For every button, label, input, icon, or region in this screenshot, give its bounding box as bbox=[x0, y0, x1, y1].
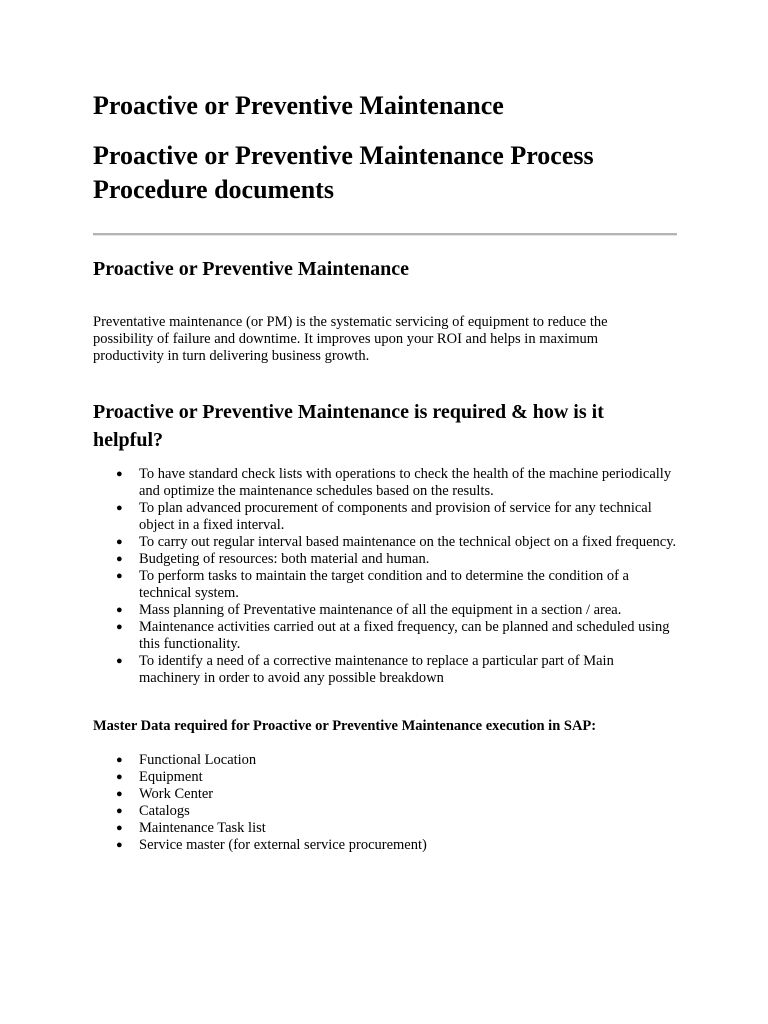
bullet-icon: ● bbox=[116, 621, 123, 633]
list-item bbox=[93, 551, 677, 568]
bullet-icon: ● bbox=[116, 502, 123, 514]
bullet-icon: ● bbox=[116, 604, 123, 616]
list-item bbox=[93, 786, 677, 803]
master-data-heading: Master Data required for Proactive or Preventive Maintenance execution in SAP: bbox=[93, 718, 597, 734]
list-item bbox=[93, 837, 677, 854]
list-item-text: To identify a need of a corrective maintenance to replace a particular part of Main machinery in order to avoid any possible breakdown bbox=[139, 653, 614, 686]
bullet-icon: ● bbox=[116, 839, 123, 851]
list-item bbox=[93, 820, 677, 837]
list-item bbox=[93, 653, 677, 687]
benefits-list bbox=[93, 466, 677, 687]
list-item-text: Equipment bbox=[139, 769, 203, 785]
horizontal-divider bbox=[93, 233, 677, 236]
bullet-icon: ● bbox=[116, 805, 123, 817]
list-item-text: Work Center bbox=[139, 786, 214, 802]
section-heading-benefits: Proactive or Preventive Maintenance is required & how is it helpful? bbox=[93, 401, 604, 451]
list-item bbox=[93, 769, 677, 786]
bullet-icon: ● bbox=[116, 754, 123, 766]
bullet-icon: ● bbox=[116, 553, 123, 565]
list-item bbox=[93, 568, 677, 602]
bullet-icon: ● bbox=[116, 655, 123, 667]
list-item-text: Budgeting of resources: both material and human. bbox=[139, 551, 430, 567]
bullet-icon: ● bbox=[116, 570, 123, 582]
list-item-text: Mass planning of Preventative maintenance of all the equipment in a section / area. bbox=[139, 602, 622, 618]
list-item bbox=[93, 752, 677, 769]
page-subtitle: Proactive or Preventive Maintenance Process Procedure documents bbox=[93, 141, 594, 204]
master-data-list bbox=[93, 752, 677, 854]
list-item bbox=[93, 619, 677, 653]
list-item bbox=[93, 602, 677, 619]
section-heading-overview: Proactive or Preventive Maintenance bbox=[93, 258, 410, 280]
bullet-icon: ● bbox=[116, 788, 123, 800]
list-item-text: Catalogs bbox=[139, 803, 190, 819]
section-overview-paragraph: Preventative maintenance (or PM) is the systematic servicing of equipment to reduce the possibility of failure and downtime. It improves upon your ROI and helps in maximum productivity in turn delivering business growth. bbox=[93, 314, 608, 364]
bullet-icon: ● bbox=[116, 822, 123, 834]
list-item-text: To perform tasks to maintain the target condition and to determine the condition of a technical system. bbox=[139, 568, 629, 601]
list-item bbox=[93, 534, 677, 551]
bullet-icon: ● bbox=[116, 771, 123, 783]
bullet-icon: ● bbox=[116, 536, 123, 548]
list-item-text: To plan advanced procurement of components and provision of service for any technical object in a fixed interval. bbox=[139, 500, 652, 533]
bullet-icon: ● bbox=[116, 468, 123, 480]
list-item bbox=[93, 803, 677, 820]
list-item-text: Functional Location bbox=[139, 752, 257, 768]
list-item bbox=[93, 500, 677, 534]
list-item-text: Maintenance Task list bbox=[139, 820, 266, 836]
list-item bbox=[93, 466, 677, 500]
list-item-text: To have standard check lists with operations to check the health of the machine periodically and optimize the maintenance schedules based on the results. bbox=[139, 466, 672, 499]
page-title: Proactive or Preventive Maintenance bbox=[93, 91, 504, 120]
list-item-text: Service master (for external service procurement) bbox=[139, 837, 427, 853]
list-item-text: Maintenance activities carried out at a fixed frequency, can be planned and scheduled using this functionality. bbox=[139, 619, 670, 652]
list-item-text: To carry out regular interval based maintenance on the technical object on a fixed frequency. bbox=[139, 534, 677, 550]
